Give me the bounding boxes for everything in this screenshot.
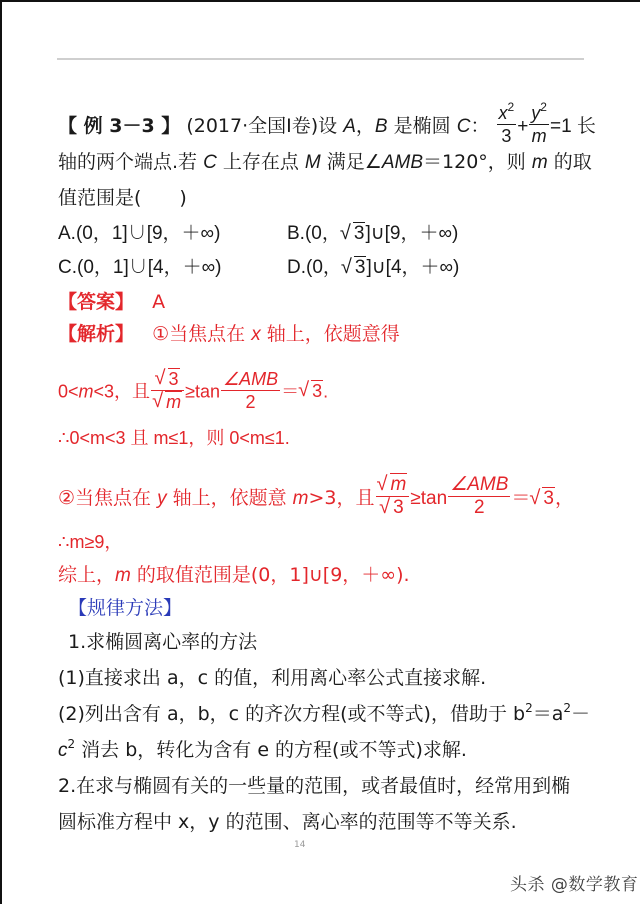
solution-line-4: ②当焦点在 y 轴上，依题意 m>3，且 √ m √ 3 ≥tan $\frac{\text{∠AMB}}{2}$ ＝ √ 3，	[58, 476, 574, 521]
page-number: 14	[294, 840, 306, 850]
solution-line-2: 0<m<3，且 √ 3 √ m ≥tan $\frac{\text{∠AMB}}{2}$ ＝ √ 3.	[58, 370, 328, 415]
method-item-1-title: 1.求椭圆离心率的方法	[68, 631, 258, 653]
solution-tag: 【解析】	[58, 323, 135, 345]
image-border-left	[0, 0, 2, 904]
watermark: 头杀 @数学教育	[510, 875, 639, 895]
option-c: C.(0，1]∪[4，＋∞)	[58, 257, 222, 278]
method-item-1-sub-1: (1)直接求出 a，c 的值，利用离心率公式直接求解.	[58, 667, 487, 689]
solution-line-5: ∴m≥9，	[58, 532, 123, 552]
answer-line	[58, 290, 165, 314]
problem-line-1: 【 例 3－3 】 (2017·全国Ⅰ卷)设 A，B 是椭圆 C： $\frac{x^2}{3}$ + $\frac{y^2}{m}$ =1 长	[58, 100, 596, 146]
image-border-top	[0, 0, 640, 2]
method-item-2-line-2: 圆标准方程中 x，y 的范围、离心率的范围等不等关系.	[58, 811, 517, 833]
ellipse-term-y: $\frac{y^2}{m}$	[531, 100, 547, 146]
header-rule	[57, 58, 584, 60]
answer-value: A	[152, 291, 166, 313]
option-a: A.(0，1]∪[9，＋∞)	[58, 223, 221, 244]
problem-line-3: 值范围是( )	[58, 187, 187, 209]
method-tag: 【规律方法】	[68, 597, 183, 619]
option-b: B.(0， √ 3]∪[9，＋∞)	[287, 222, 458, 246]
solution-summary: 综上，m 的取值范围是(0，1]∪[9，＋∞).	[58, 564, 410, 586]
example-tag: 【 例 3－3 】	[58, 115, 181, 137]
solution-line-3: ∴0<m<3 且 m≤1，则 0<m≤1.	[58, 428, 290, 448]
method-item-2-line-1: 2.在求与椭圆有关的一些量的范围，或者最值时，经常用到椭	[58, 775, 571, 797]
option-d: D.(0， √ 3]∪[4，＋∞)	[287, 256, 459, 280]
answer-tag: 【答案】	[58, 291, 135, 313]
sqrt-symbol: √ 3	[341, 222, 366, 246]
ellipse-term-x: $\frac{x^2}{3}$	[498, 100, 515, 146]
problem-source: (2017·全国Ⅰ卷)	[186, 115, 319, 137]
solution-line-1: 【解析】 ①当焦点在 x 轴上，依题意得	[58, 323, 400, 345]
method-item-1-sub-2: (2)列出含有 a，b，c 的齐次方程(或不等式)，借助于 $b^2=a^2-$	[58, 701, 591, 725]
sqrt-symbol: √ 3	[342, 256, 367, 280]
problem-line-2: 轴的两个端点.若 C 上存在点 M 满足∠AMB＝120°，则 m 的取	[58, 151, 592, 173]
method-item-1-sub-3: $c^2$ 消去 b，转化为含有 e 的方程(或不等式)求解.	[58, 737, 467, 761]
